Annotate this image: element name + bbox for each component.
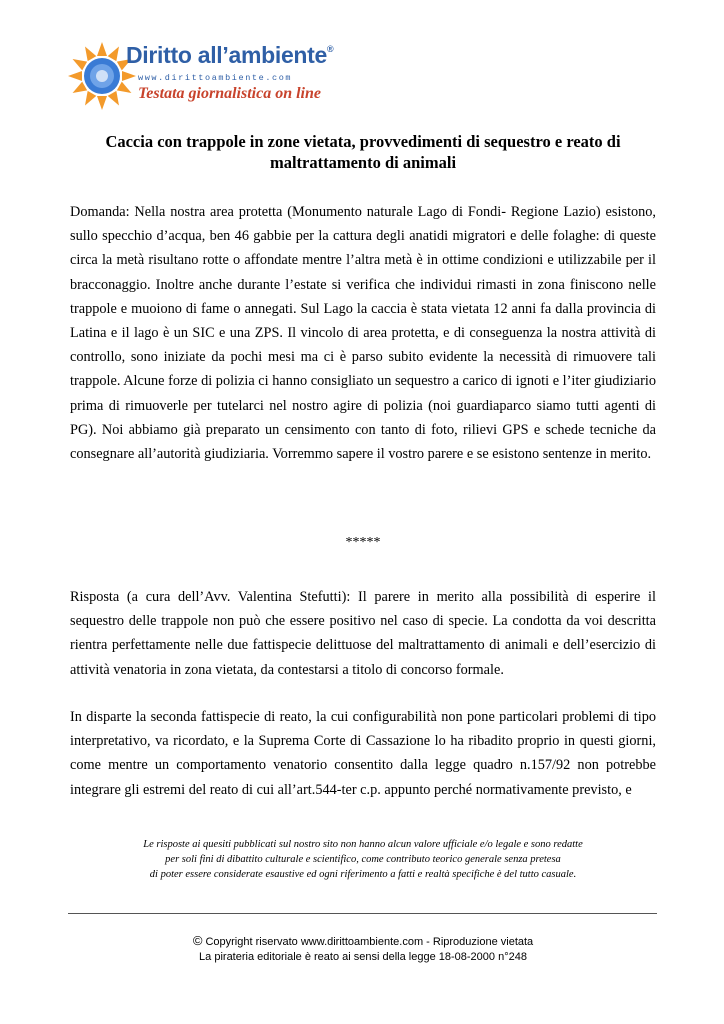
copyright-icon: © <box>192 933 203 948</box>
disclaimer-line: Le risposte ai quesiti pubblicati sul nostro sito non hanno alcun valore ufficiale e/o legale e sono redatte <box>143 839 583 850</box>
answer-paragraph-2: In disparte la seconda fattispecie di reato, la cui configurabilità non pone particolari problemi di tipo interpretativo, va ricordato, e la Suprema Corte di Cassazione lo ha ribadito proprio in questi giorni, come mentre un comportamento venatorio consentito dalla legge quadro n.157/92 non potrebbe integrare gli estremi del reato di cui all’art.544-ter c.p. appunto perché normativamente previsto, e <box>70 709 656 798</box>
disclaimer <box>90 837 636 882</box>
footer-copyright <box>70 933 656 950</box>
footer-copyright-text: Copyright riservato www.dirittoambiente.com - Riproduzione vietata <box>205 936 534 948</box>
answer-paragraph: Risposta (a cura dell’Avv. Valentina Stefutti): Il parere in merito alla possibilità di esperire il sequestro delle trappole non può che essere positivo nel caso di specie. La condotta da voi descritta rientra perfettamente nelle due fattispecie delittuose del maltrattamento di animali e dell’esercizio di attività venatoria in zona vietata, da contestarsi a titolo di concorso formale. <box>70 589 656 678</box>
brand-tagline: Testata giornalistica on line <box>138 85 321 102</box>
disclaimer-line: di poter essere considerate esaustive ed ogni riferimento a fatti e realtà specifiche è del tutto casuale. <box>149 869 577 880</box>
disclaimer-line: per soli fini di dibattito culturale e scientifico, come contributo teorico generale senza pretesa <box>165 854 561 865</box>
article-title: Caccia con trappole in zone vietata, provvedimenti di sequestro e reato di maltrattamento di animali <box>105 132 621 172</box>
header-logo <box>66 34 336 104</box>
section-separator: ***** <box>345 535 381 550</box>
brand-site: www.dirittoambiente.com <box>138 73 293 83</box>
question-paragraph: Domanda: Nella nostra area protetta (Monumento naturale Lago di Fondi- Regione Lazio) esistono, sullo specchio d’acqua, ben 46 gabbie per la cattura degli anatidi migratori e delle folaghe: di queste circa la metà risultano rotte o affondate mentre l’altra metà è in ottime condizioni e utilizzabile per il bracconaggio. Inoltre anche durante l’estate si verifica che individui rimasti in zona finiscono nelle trappole e muoiono di fame o annegati. Sul Lago la caccia è stata vietata 12 anni fa dalla provincia di Latina e il lago è un SIC e una ZPS. Il vincolo di area protetta, e di conseguenza la nostra attività di controllo, sono iniziate da pochi mesi ma ci è parso subito evidente la necessità di rimuovere tali trappole. Alcune forze di polizia ci hanno consigliato un sequestro a carico di ignoti e l’iter giudiziario prima di rimuoverle per tutelarci nel nostro agire di polizia (noi guardiaparco siamo tutti agenti di PG). Noi abbiamo già preparato un censimento con tanto di foto, rilievi GPS e schede tecniche da consegnare all’autorità giudiziaria. Vorremmo sapere il vostro parere e se esistono sentenze in merito. <box>70 204 656 463</box>
footer <box>70 933 656 965</box>
footer-divider <box>68 913 657 914</box>
footer-law: La pirateria editoriale è reato ai sensi della legge 18-08-2000 n°248 <box>199 951 527 963</box>
brand-name: Diritto all’ambiente® <box>126 42 334 68</box>
